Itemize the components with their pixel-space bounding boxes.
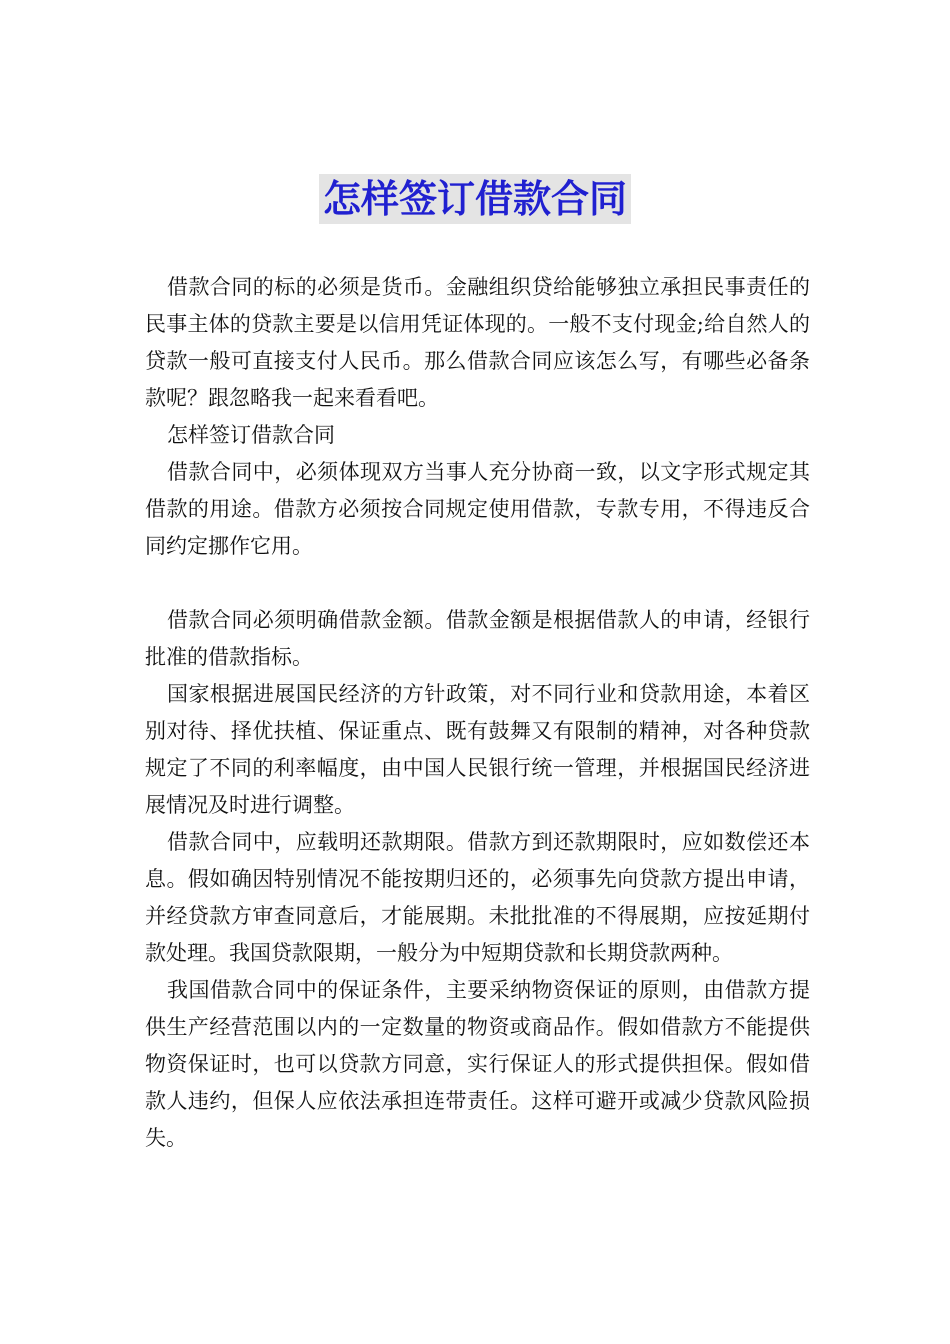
document-body: [145, 269, 810, 1157]
paragraph-subheading: 怎样签订借款合同: [167, 423, 335, 447]
blank-line: [145, 565, 810, 602]
document-title: [0, 174, 950, 224]
paragraph-loan-purpose: 借款合同中，必须体现双方当事人充分协商一致，以文字形式规定其借款的用途。借款方必须按合同规定使用借款，专款专用，不得违反合同约定挪作它用。: [145, 460, 810, 558]
paragraph-guarantee: 我国借款合同中的保证条件，主要采纳物资保证的原则，由借款方提供生产经营范围以内的一定数量的物资或商品作。假如借款方不能提供物资保证时，也可以贷款方同意，实行保证人的形式提供担保。假如借款人违约，但保人应依法承担连带责任。这样可避开或减少贷款风险损失。: [145, 978, 810, 1150]
paragraph-repayment-term: 借款合同中，应载明还款期限。借款方到还款期限时，应如数偿还本息。假如确因特别情况不能按期归还的，必须事先向贷款方提出申请，并经贷款方审查同意后，才能展期。未批批准的不得展期，应按延期付款处理。我国贷款限期，一般分为中短期贷款和长期贷款两种。: [145, 830, 810, 965]
paragraph-intro: 借款合同的标的必须是货币。金融组织贷给能够独立承担民事责任的民事主体的贷款主要是以信用凭证体现的。一般不支付现金;给自然人的贷款一般可直接支付人民币。那么借款合同应该怎么写，有哪些必备条款呢？跟忽略我一起来看看吧。: [145, 275, 810, 410]
document-title-text: 怎样签订借款合同: [319, 174, 631, 224]
paragraph-interest-rate: 国家根据进展国民经济的方针政策，对不同行业和贷款用途，本着区别对待、择优扶植、保证重点、既有鼓舞又有限制的精神，对各种贷款规定了不同的利率幅度，由中国人民银行统一管理，并根据国民经济进展情况及时进行调整。: [145, 682, 810, 817]
paragraph-loan-amount: 借款合同必须明确借款金额。借款金额是根据借款人的申请，经银行批准的借款指标。: [145, 608, 810, 669]
